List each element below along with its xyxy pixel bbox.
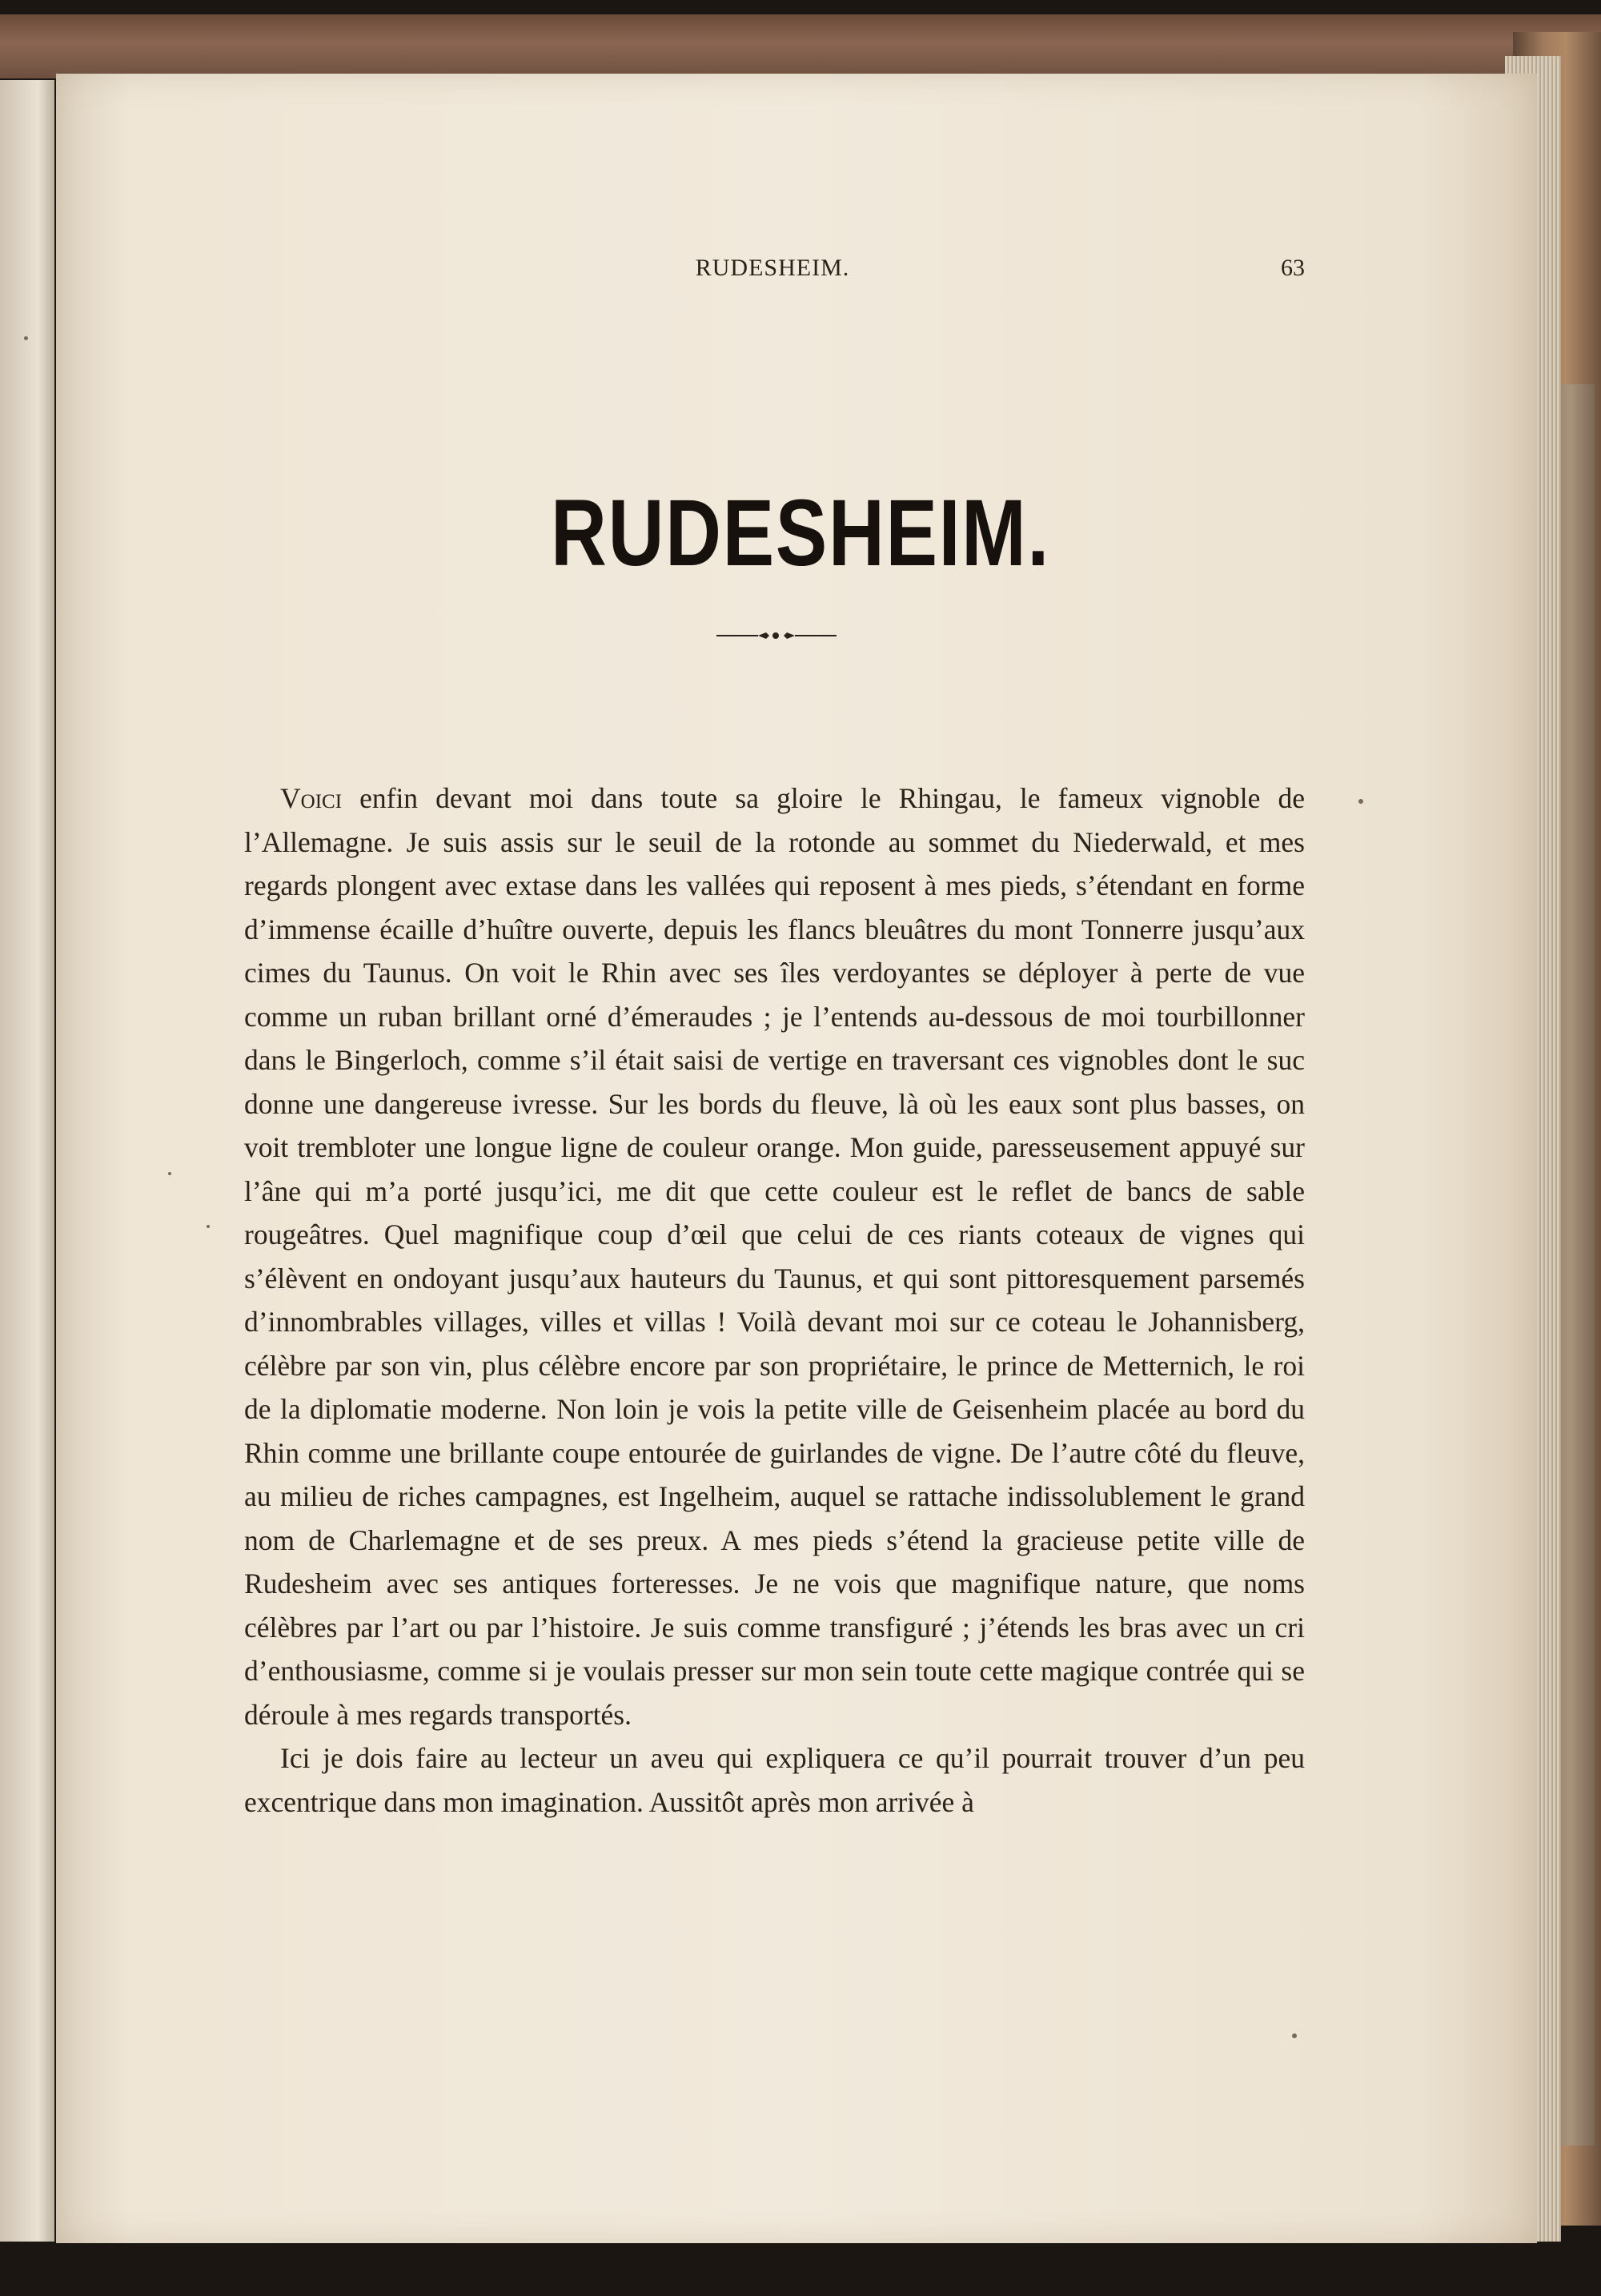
page-number: 63	[1281, 255, 1305, 281]
running-header	[240, 255, 1305, 287]
book-cover-top-edge	[0, 14, 1601, 78]
paragraph: Ici je dois faire au lecteur un aveu qui expliquera ce qu’il pourrait trouver d’un peu excentrique dans mon imagination. Aussitôt après mon arrivée à	[244, 1742, 1305, 1818]
paragraph	[244, 777, 1305, 1736]
paper-speck	[1358, 799, 1363, 804]
chapter-body	[244, 777, 1305, 1824]
paper-speck	[24, 336, 28, 340]
decorative-rule-ornament-icon	[716, 628, 837, 644]
paper-speck	[207, 1225, 210, 1228]
paragraph-lead-word: Voici	[280, 782, 343, 814]
facing-page-edge	[0, 80, 54, 2242]
paper-speck	[168, 1172, 171, 1175]
paper-speck	[1292, 2033, 1297, 2038]
paragraph-text: enfin devant moi dans toute sa gloire le Rhingau, le fameux vignoble de l’Allemagne. Je suis assis sur le seuil de la rotonde au sommet du Niederwald, et mes regards plongent avec extase dans les vallées qui reposent à mes pieds, s’étendant en forme d’immense écaille d’huître ouverte, depuis les flancs bleuâtres du mont Tonnerre jusqu’aux cimes du Taunus. On voit le Rhin avec ses îles verdoyantes se déployer à perte de vue comme un ruban brillant orné d’émeraudes ; je l’entends au-dessous de moi tourbillonner dans le Bingerloch, comme s’il était saisi de vertige en traversant ces vignobles dont le suc donne une dangereuse ivresse. Sur les bords du fleuve, là où les eaux sont plus basses, on voit trembloter une longue ligne de couleur orange. Mon guide, paresseusement appuyé sur l’âne qui m’a porté jusqu’ici, me dit que cette couleur est le reflet de bancs de sable rougeâtres. Quel magnifique coup d’œil que celui de ces riants coteaux de vignes qui s’élèvent en ondoyant jusqu’aux hauteurs du Taunus, et qui sont pittoresquement parsemés d’innombrables villages, villes et villas ! Voilà devant moi sur ce coteau le Johannisberg, célèbre par son vin, plus célèbre encore par son propriétaire, le prince de Metternich, le roi de la diplomatie moderne. Non loin je vois la petite ville de Geisenheim placée au bord du Rhin comme une brillante coupe entourée de guirlandes de vigne. De l’autre côté du fleuve, au milieu de riches campagnes, est Ingelheim, auquel se rattache indissolublement le grand nom de Charlemagne et de ses preux. A mes pieds s’étend la gracieuse petite ville de Rudesheim avec ses antiques forteresses. Je ne vois que magnifique nature, que noms célèbres par l’art ou par l’histoire. Je suis comme transfiguré ; j’étends les bras avec un cri d’enthousiasme, comme si je voulais presser sur mon sein toute cette magique contrée qui se déroule à mes regards transportés.	[244, 782, 1305, 1731]
chapter-title: RUDESHEIM.	[551, 480, 1050, 586]
running-title: RUDESHEIM.	[695, 255, 850, 281]
